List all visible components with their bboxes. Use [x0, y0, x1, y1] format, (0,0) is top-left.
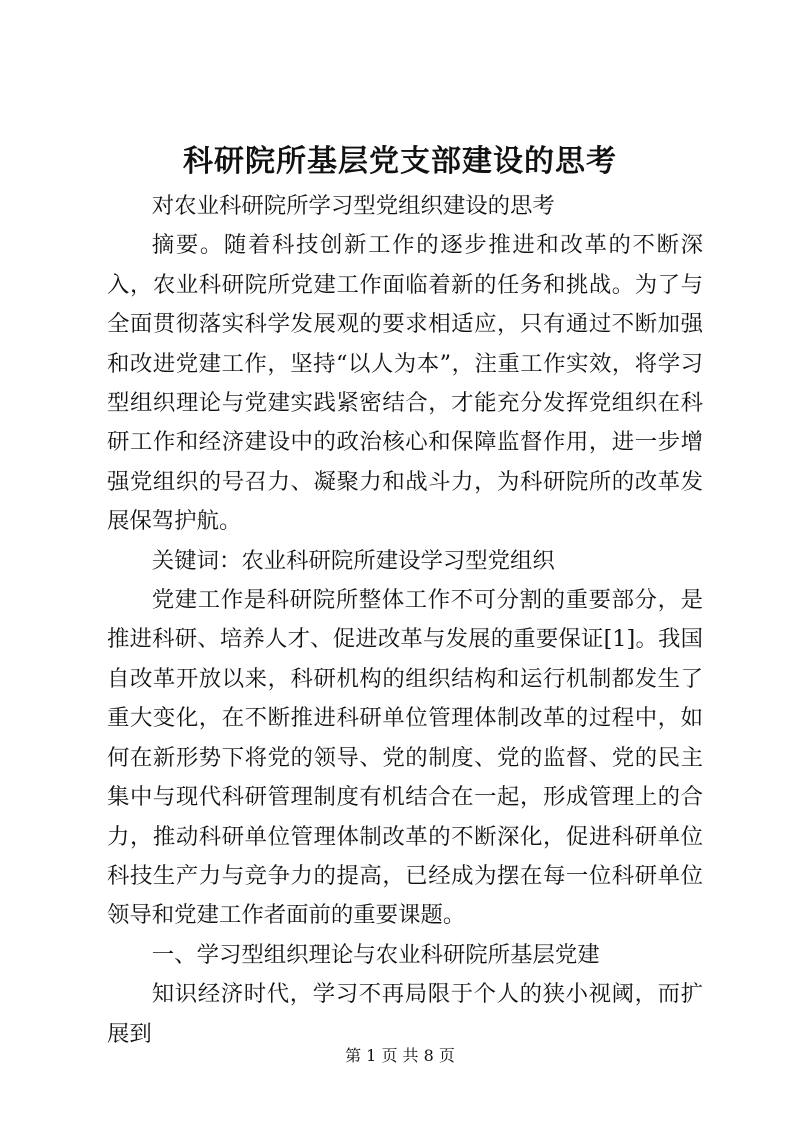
section-paragraph: 知识经济时代，学习不再局限于个人的狭小视阈，而扩展到	[107, 981, 703, 1047]
document-title: 科研院所基层党支部建设的思考	[183, 144, 617, 179]
abstract-paragraph: 摘要。随着科技创新工作的逐步推进和改革的不断深入，农业科研院所党建工作面临着新的任务和挑战。为了与全面贯彻落实科学发展观的要求相适应，只有通过不断加强和改进党建工作，坚持“以人为本”，注重工作实效，将学习型组织理论与党建实践紧密结合，才能充分发挥党组织在科研工作和经济建设中的政治核心和保障监督作用，进一步增强党组织的号召力、凝聚力和战斗力，为科研院所的改革发展保驾护航。	[107, 232, 703, 535]
keywords-paragraph: 关键词：农业科研院所建设学习型党组织	[151, 547, 555, 574]
intro-paragraph: 党建工作是科研院所整体工作不可分割的重要部分，是推进科研、培养人才、促进改革与发展的重要保证[1]。我国自改革开放以来，科研机构的组织结构和运行机制都发生了重大变化，在不断推进科研单位管理体制改革的过程中，如何在新形势下将党的领导、党的制度、党的监督、党的民主集中与现代科研管理制度有机结合在一起，形成管理上的合力，推动科研单位管理体制改革的不断深化，促进科研单位科技生产力与竞争力的提高，已经成为摆在每一位科研单位领导和党建工作者面前的重要课题。	[107, 587, 703, 929]
document-body	[107, 187, 703, 1054]
subtitle-paragraph: 对农业科研院所学习型党组织建设的思考	[151, 193, 555, 219]
page-footer: 第 1 页 共 8 页	[345, 1046, 455, 1065]
section-heading: 一、学习型组织理论与农业科研院所基层党建	[151, 941, 600, 968]
